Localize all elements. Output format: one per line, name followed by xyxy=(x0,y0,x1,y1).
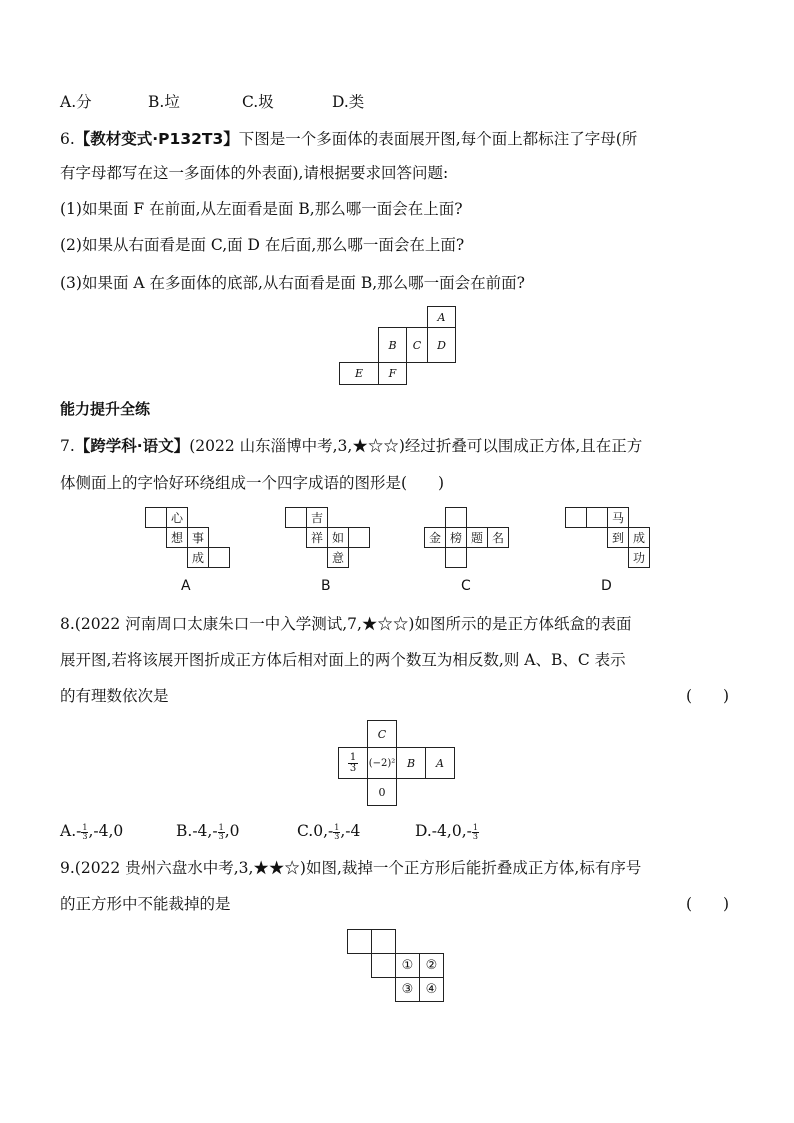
q8-opt-a-pre: A.- xyxy=(60,822,82,840)
net-c-label: C xyxy=(461,578,471,594)
q7-line1 xyxy=(60,435,642,457)
net-c-blank-bottom xyxy=(445,547,467,568)
q7-line2: 体侧面上的字恰好环绕组成一个四字成语的图形是( ) xyxy=(60,474,445,492)
q9-square-1 xyxy=(347,929,372,954)
q8-face-zero: 0 xyxy=(367,778,397,806)
section-title: 能力提升全练 xyxy=(60,400,151,418)
q7-stem-1: (2022 山东淄博中考,3,★☆☆)经过折叠可以围成正方体,且在正方 xyxy=(189,437,643,455)
q8-line2: 展开图,若将该展开图折成正方体后相对面上的两个数互为相反数,则 A、B、C 表示 xyxy=(60,651,626,669)
q6-sub3: (3)如果面 A 在多面体的底部,从右面看是面 B,那么哪一面会在前面? xyxy=(60,274,525,292)
net-c-char-2: 榜 xyxy=(445,527,467,548)
net-b-char-2: 祥 xyxy=(306,527,328,548)
q8-face-c: C xyxy=(367,720,397,748)
net-b-blank-2 xyxy=(348,527,370,548)
q8-line1: 8.(2022 河南周口太康朱口一中入学测试,7,★☆☆)如图所示的是正方体纸盒的表面 xyxy=(60,615,632,633)
q8-answer-paren: ( ) xyxy=(686,687,730,705)
q7-tag: 【跨学科·语文】 xyxy=(74,437,190,455)
q6-line1 xyxy=(60,128,637,150)
q9-square-label-3: ③ xyxy=(395,977,420,1002)
q8-opt-a-num: 1 xyxy=(82,822,88,832)
net-d-blank-1 xyxy=(565,507,587,528)
net-d-char-2: 到 xyxy=(607,527,629,548)
q8-face-b: B xyxy=(396,747,426,779)
q9-square-label-1: ① xyxy=(395,953,420,978)
net-c-char-1: 金 xyxy=(424,527,446,548)
q8-opt-d-pre: D.-4,0,- xyxy=(415,822,472,840)
net-b-char-1: 吉 xyxy=(306,507,328,528)
q9-square-label-2: ② xyxy=(419,953,444,978)
q8-option-b xyxy=(176,820,239,842)
q6-face-c: C xyxy=(406,327,428,363)
q8-face-power: (−2)² xyxy=(367,747,397,779)
net-a-char-4: 成 xyxy=(187,547,209,568)
q7-number: 7. xyxy=(60,437,75,455)
net-a-char-1: 心 xyxy=(166,507,188,528)
net-c-blank-top xyxy=(445,507,467,528)
q9-answer-paren: ( ) xyxy=(686,895,730,913)
net-b-char-4: 意 xyxy=(327,547,349,568)
q6-stem-1: 下图是一个多面体的表面展开图,每个面上都标注了字母(所 xyxy=(238,130,638,148)
q8-opt-b-den: 3 xyxy=(218,831,224,841)
q9-square-2 xyxy=(371,929,396,954)
q6-face-d: D xyxy=(427,327,456,363)
q8-option-d xyxy=(415,820,479,842)
q9-square-label-4: ④ xyxy=(419,977,444,1002)
q6-face-a: A xyxy=(427,306,456,328)
q6-face-e: E xyxy=(339,362,379,385)
q8-opt-b-num: 1 xyxy=(218,822,224,832)
net-a-char-2: 想 xyxy=(166,527,188,548)
net-a-blank-2 xyxy=(208,547,230,568)
net-c-char-3: 题 xyxy=(466,527,488,548)
q8-opt-a-post: ,-4,0 xyxy=(88,822,124,840)
q6-line2: 有字母都写在这一多面体的外表面),请根据要求回答问题: xyxy=(60,164,449,182)
net-a-blank xyxy=(145,507,167,528)
net-d-char-4: 功 xyxy=(628,547,650,568)
q6-number: 6. xyxy=(60,130,75,148)
q5-option-c: C.圾 xyxy=(242,93,274,111)
q5-option-a: A.分 xyxy=(60,93,92,111)
net-c-char-4: 名 xyxy=(487,527,509,548)
q6-sub2: (2)如果从右面看是面 C,面 D 在后面,那么哪一面会在上面? xyxy=(60,236,465,254)
net-b-char-3: 如 xyxy=(327,527,349,548)
q8-opt-c-post: ,-4 xyxy=(340,822,361,840)
net-d-char-3: 成 xyxy=(628,527,650,548)
q8-option-a xyxy=(60,820,123,842)
q8-line3: 的有理数依次是 xyxy=(60,687,169,705)
net-d-blank-2 xyxy=(586,507,608,528)
q8-fraction-num: 1 xyxy=(349,751,357,763)
q5-option-b: B.垃 xyxy=(148,93,180,111)
q6-tag: 【教材变式·P132T3】 xyxy=(74,130,239,148)
q8-option-c xyxy=(297,820,360,842)
net-d-label: D xyxy=(601,578,612,594)
net-d-char-1: 马 xyxy=(607,507,629,528)
q8-fraction-den: 3 xyxy=(349,762,357,774)
net-a-char-3: 事 xyxy=(187,527,209,548)
q9-line1: 9.(2022 贵州六盘水中考,3,★★☆)如图,裁掉一个正方形后能折叠成正方体,标有序号 xyxy=(60,859,642,877)
q8-opt-a-den: 3 xyxy=(82,831,88,841)
q9-line2: 的正方形中不能裁掉的是 xyxy=(60,895,231,913)
q8-opt-d-den: 3 xyxy=(472,831,478,841)
q6-face-f: F xyxy=(378,362,407,385)
q8-face-a: A xyxy=(425,747,455,779)
q8-opt-d-num: 1 xyxy=(472,822,478,832)
q8-opt-c-num: 1 xyxy=(334,822,340,832)
q9-square-3 xyxy=(371,953,396,978)
q8-face-fraction xyxy=(338,747,368,779)
q8-opt-c-den: 3 xyxy=(334,831,340,841)
q8-opt-c-pre: C.0,- xyxy=(297,822,334,840)
q8-opt-b-post: ,0 xyxy=(224,822,240,840)
net-b-blank-1 xyxy=(285,507,307,528)
q6-sub1: (1)如果面 F 在前面,从左面看是面 B,那么哪一面会在上面? xyxy=(60,200,463,218)
net-b-label: B xyxy=(321,578,331,594)
q8-opt-b-pre: B.-4,- xyxy=(176,822,218,840)
q6-face-b: B xyxy=(378,327,407,363)
net-a-label: A xyxy=(181,578,191,594)
q5-option-d: D.类 xyxy=(332,93,365,111)
